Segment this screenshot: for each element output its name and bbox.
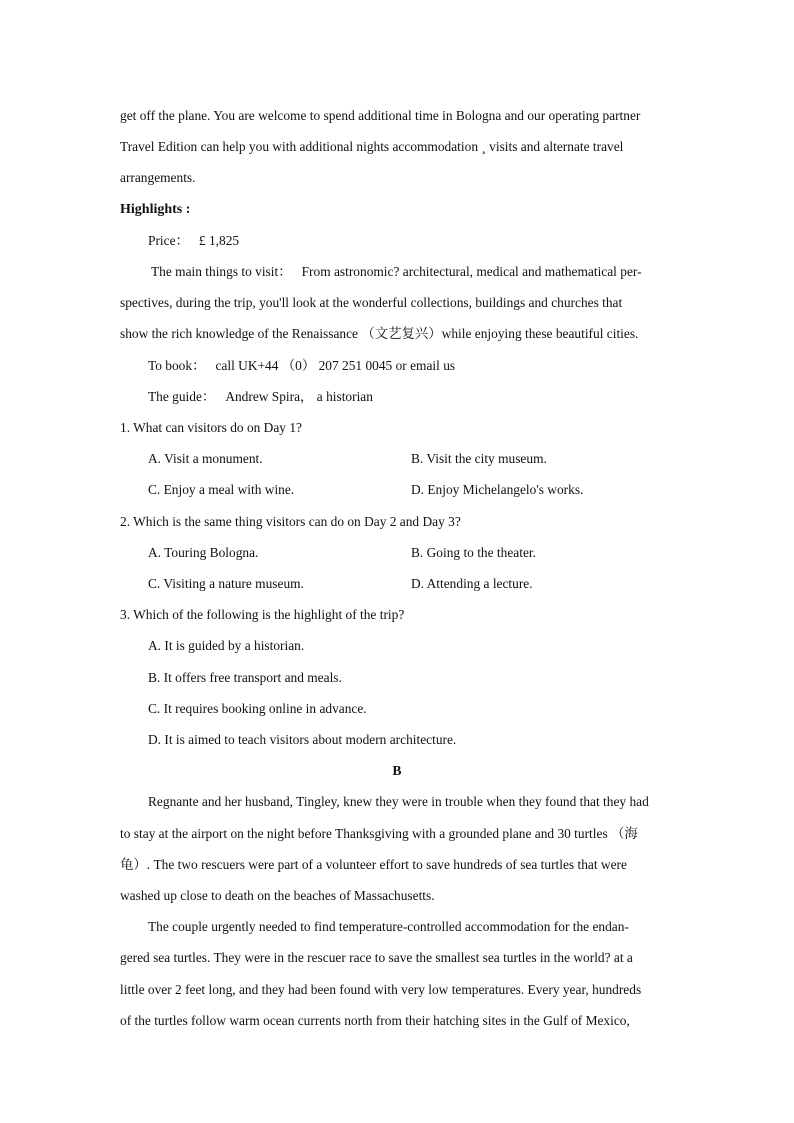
question-2-options-row bbox=[120, 568, 674, 599]
price-row bbox=[120, 225, 674, 256]
highlights-heading: Highlights : bbox=[120, 201, 191, 217]
guide-label: The guide： bbox=[148, 388, 216, 404]
question-1-options-row bbox=[120, 443, 674, 474]
passage-a-tail-line: Travel Edition can help you with additional nights accommodation ¸ visits and alternate travel bbox=[120, 139, 624, 155]
passage-a-tail-line: get off the plane. You are welcome to spend additional time in Bologna and our operating partner bbox=[120, 108, 641, 123]
question-3-option-c: C. It requires booking online in advance. bbox=[148, 700, 367, 716]
section-b-paragraph-2-line: The couple urgently needed to find temperature-controlled accommodation for the endan- bbox=[148, 919, 629, 935]
section-b-paragraph-1-line: washed up close to death on the beaches of Massachusetts. bbox=[120, 888, 435, 904]
main-things-line: spectives, during the trip, you'll look at the wonderful collections, buildings and churches that bbox=[120, 295, 623, 311]
section-b-paragraph-1-line: 龟）. The two rescuers were part of a volunteer effort to save hundreds of sea turtles that were bbox=[120, 856, 627, 872]
section-b-heading: B bbox=[392, 763, 402, 779]
question-1-options-row bbox=[120, 474, 674, 505]
question-3-option-d: D. It is aimed to teach visitors about modern architecture. bbox=[148, 732, 457, 748]
question-2-option-d: D. Attending a lecture. bbox=[411, 576, 533, 592]
main-things-text: From astronomic? architectural, medical and mathematical per- bbox=[301, 264, 642, 280]
document-page bbox=[120, 100, 674, 1036]
question-1-text: 1. What can visitors do on Day 1? bbox=[120, 420, 302, 436]
question-2-text: 2. Which is the same thing visitors can do on Day 2 and Day 3? bbox=[120, 513, 461, 529]
guide-row bbox=[120, 381, 674, 412]
to-book-label: To book： bbox=[148, 357, 206, 373]
question-2-option-b: B. Going to the theater. bbox=[411, 544, 536, 560]
question-1-option-a: A. Visit a monument. bbox=[148, 451, 263, 467]
guide-value: Andrew Spira， a historian bbox=[225, 388, 373, 404]
section-b-paragraph-2-line: of the turtles follow warm ocean currents north from their hatching sites in the Gulf of Mexico, bbox=[120, 1012, 630, 1028]
question-2-options-row bbox=[120, 537, 674, 568]
main-things-line: show the rich knowledge of the Renaissance （文艺复兴）while enjoying these beautiful cities. bbox=[120, 326, 639, 342]
question-1-option-b: B. Visit the city museum. bbox=[411, 451, 547, 467]
question-1-option-d: D. Enjoy Michelangelo's works. bbox=[411, 482, 584, 498]
to-book-row bbox=[120, 350, 674, 381]
section-b-paragraph-1-line: Regnante and her husband, Tingley, knew they were in trouble when they found that they had bbox=[148, 794, 649, 810]
section-b-paragraph-2-line: little over 2 feet long, and they had been found with very low temperatures. Every year, hundreds bbox=[120, 981, 642, 997]
passage-a-tail-line: arrangements. bbox=[120, 170, 196, 186]
question-3-text: 3. Which of the following is the highlight of the trip? bbox=[120, 607, 405, 623]
section-b-paragraph-2-line: gered sea turtles. They were in the rescuer race to save the smallest sea turtles in the world? at a bbox=[120, 950, 633, 966]
to-book-value: call UK+44 （0） 207 251 0045 or email us bbox=[215, 357, 456, 373]
question-2-option-c: C. Visiting a nature museum. bbox=[148, 576, 304, 592]
main-things-row bbox=[120, 256, 674, 287]
question-3-option-a: A. It is guided by a historian. bbox=[148, 638, 305, 654]
question-1-option-c: C. Enjoy a meal with wine. bbox=[148, 482, 295, 498]
price-label: Price： bbox=[148, 232, 189, 248]
question-3-option-b: B. It offers free transport and meals. bbox=[148, 669, 342, 685]
main-things-label: The main things to visit： bbox=[151, 264, 292, 280]
section-b-paragraph-1-line: to stay at the airport on the night before Thanksgiving with a grounded plane and 30 turtles （海 bbox=[120, 825, 638, 841]
price-value: £ 1,825 bbox=[198, 232, 240, 248]
question-2-option-a: A. Touring Bologna. bbox=[148, 544, 259, 560]
